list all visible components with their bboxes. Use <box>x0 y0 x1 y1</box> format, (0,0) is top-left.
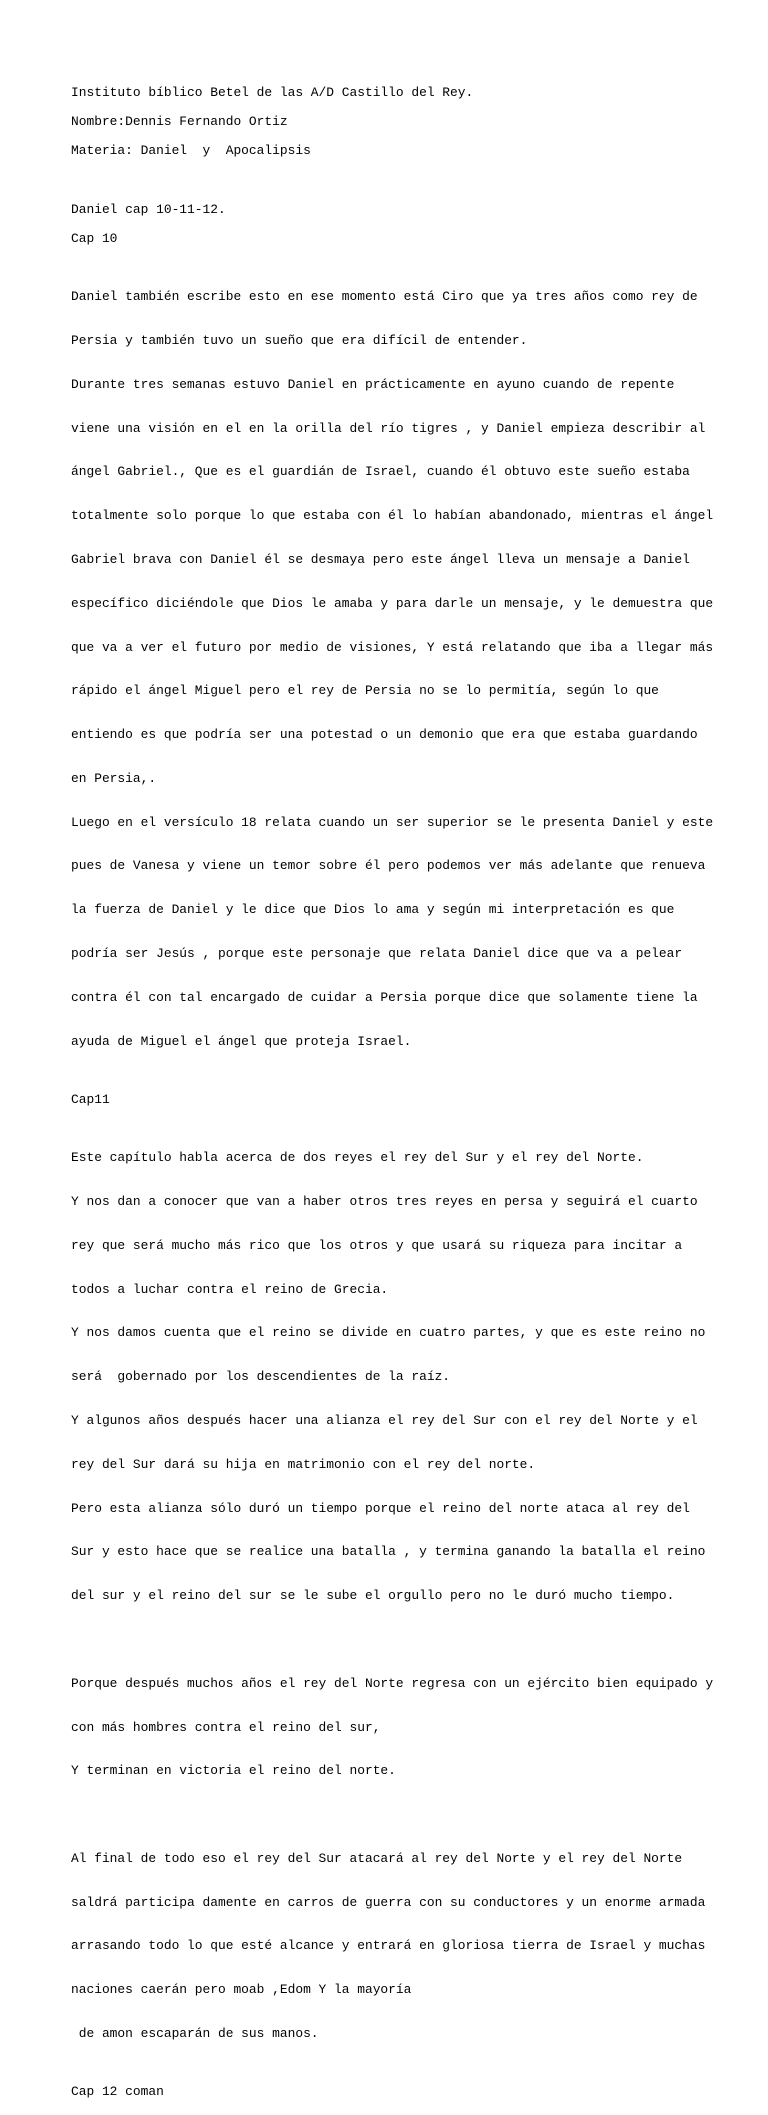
text-line: rey que será mucho más rico que los otros y que usará su riqueza para incitar a <box>71 1237 683 1253</box>
text-line: pues de Vanesa y viene un temor sobre él pero podemos ver más adelante que renueva <box>71 858 706 874</box>
text-line: Este capítulo habla acerca de dos reyes el rey del Sur y el rey del Norte. <box>71 1150 644 1166</box>
text-line: con más hombres contra el reino del sur, <box>71 1719 381 1735</box>
text-line: será gobernado por los descendientes de la raíz. <box>71 1369 451 1385</box>
document-body <box>71 86 731 2115</box>
text-line: todos a luchar contra el reino de Grecia. <box>71 1281 389 1297</box>
document-title: Daniel cap 10-11-12. <box>71 201 226 217</box>
text-line: podría ser Jesús , porque este personaje que relata Daniel dice que va a pelear <box>71 946 683 962</box>
text-line: Persia y también tuvo un sueño que era difícil de entender. <box>71 333 528 349</box>
text-line: arrasando todo lo que esté alcance y entrará en gloriosa tierra de Israel y muchas <box>71 1938 706 1954</box>
text-line: Luego en el versículo 18 relata cuando un ser superior se le presenta Daniel y este <box>71 814 714 830</box>
text-line: contra él con tal encargado de cuidar a Persia porque dice que solamente tiene la <box>71 989 698 1005</box>
text-line: Y algunos años después hacer una alianza el rey del Sur con el rey del Norte y el <box>71 1413 698 1429</box>
subject-line: Materia: Daniel y Apocalipsis <box>71 143 311 159</box>
text-line: Sur y esto hace que se realice una batalla , y termina ganando la batalla el reino <box>71 1544 706 1560</box>
text-line: totalmente solo porque lo que estaba con él lo habían abandonado, mientras el ángel <box>71 508 714 524</box>
chapter-10-heading: Cap 10 <box>71 230 118 246</box>
text-line: la fuerza de Daniel y le dice que Dios lo ama y según mi interpretación es que <box>71 902 675 918</box>
chapter-11-heading: Cap11 <box>71 1091 110 1107</box>
text-line: en Persia,. <box>71 770 157 786</box>
text-line: del sur y el reino del sur se le sube el orgullo pero no le duró mucho tiempo. <box>71 1588 675 1604</box>
text-line: entiendo es que podría ser una potestad o un demonio que era que estaba guardando <box>71 727 698 743</box>
text-line: de amon escaparán de sus manos. <box>71 2025 319 2041</box>
text-line: Pero esta alianza sólo duró un tiempo porque el reino del norte ataca al rey del <box>71 1500 690 1516</box>
institute-line: Instituto bíblico Betel de las A/D Castillo del Rey. <box>71 85 474 100</box>
text-line: específico diciéndole que Dios le amaba y para darle un mensaje, y le demuestra que <box>71 595 714 611</box>
chapter-12-heading: Cap 12 coman <box>71 2084 164 2100</box>
chapter-11-paragraph-3 <box>71 1823 731 2071</box>
text-line: rey del Sur dará su hija en matrimonio con el rey del norte. <box>71 1456 536 1472</box>
text-line: Gabriel brava con Daniel él se desmaya pero este ángel lleva un mensaje a Daniel <box>71 552 690 567</box>
text-line: Y nos dan a conocer que van a haber otros tres reyes en persa y seguirá el cuarto <box>71 1194 698 1210</box>
text-line: Durante tres semanas estuvo Daniel en prácticamente en ayuno cuando de repente <box>71 376 675 392</box>
text-line: viene una visión en el en la orilla del río tigres , y Daniel empieza describir al <box>71 420 706 436</box>
chapter-11-paragraph-2 <box>71 1648 731 1809</box>
text-line: Y terminan en victoria el reino del norte. <box>71 1763 396 1779</box>
text-line: naciones caerán pero moab ,Edom Y la mayoría <box>71 1982 412 1998</box>
text-line: Porque después muchos años el rey del Norte regresa con un ejército bien equipado y <box>71 1675 714 1691</box>
text-line: saldrá participa damente en carros de guerra con su conductores y un enorme armada <box>71 1894 706 1910</box>
chapter-10-paragraph <box>71 261 731 1078</box>
text-line: rápido el ángel Miguel pero el rey de Persia no se lo permitía, según lo que <box>71 683 659 699</box>
text-line: ángel Gabriel., Que es el guardián de Israel, cuando él obtuvo este sueño estaba <box>71 464 690 480</box>
text-line: Al final de todo eso el rey del Sur atacará al rey del Norte y el rey del Norte <box>71 1850 683 1866</box>
text-line: Daniel también escribe esto en ese momento está Ciro que ya tres años como rey de <box>71 289 698 305</box>
student-name-line: Nombre:Dennis Fernando Ortiz <box>71 114 288 130</box>
text-line: que va a ver el futuro por medio de visiones, Y está relatando que iba a llegar más <box>71 639 714 655</box>
text-line: Y nos damos cuenta que el reino se divide en cuatro partes, y que es este reino no <box>71 1325 706 1341</box>
chapter-11-paragraph-1 <box>71 1122 731 1633</box>
spacer <box>71 174 731 203</box>
text-line: ayuda de Miguel el ángel que proteja Israel. <box>71 1033 412 1049</box>
